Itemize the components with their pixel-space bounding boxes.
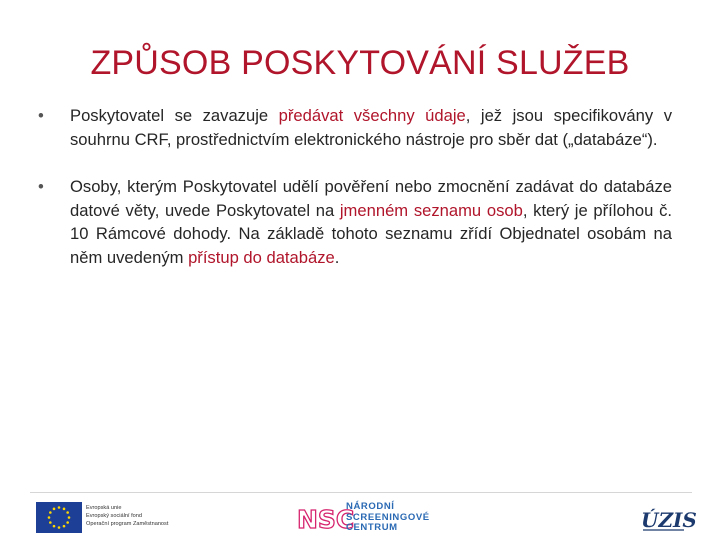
eu-star (66, 521, 69, 524)
eu-caption-line: Evropský sociální fond (86, 513, 142, 519)
bullet-text: Poskytovatel se zavazuje (70, 106, 279, 125)
eu-star (63, 508, 66, 511)
bullet-text: . (334, 247, 340, 267)
nsc-caption-line: NÁRODNÍ (346, 501, 395, 512)
bullet-text: Osoby, kterým Poskytovatel udělí pověření nebo zmocnění zadávat do databáze datové věty, uvede Poskytovatel na (70, 177, 672, 220)
eu-star (58, 506, 61, 509)
nsc-logo-icon (296, 502, 355, 534)
uzis-logo-text: ÚZIS (641, 508, 697, 532)
eu-star (49, 511, 52, 514)
bullet-item (38, 175, 672, 269)
eu-star (66, 511, 69, 514)
highlight-phrase: předávat všechny údaje (278, 106, 466, 125)
eu-star (58, 526, 61, 529)
eu-caption-line: Operační program Zaměstnanost (86, 521, 169, 527)
eu-star (53, 508, 56, 511)
eu-star (53, 525, 56, 528)
eu-star (49, 521, 52, 524)
bullet-marker: • (38, 106, 44, 125)
bullet-text: , jež jsou specifikovány v souhrnu CRF, prostřednictvím elektronického nástroje pro sběr dat („databáze“). (70, 106, 672, 149)
nsc-caption (346, 502, 430, 534)
nsc-caption-line: SCREENINGOVÉ (346, 511, 430, 523)
bullet-text: , který je přílohou č. 10 Rámcové dohody. Na základě tohoto seznamu zřídí Objednatel osobám na něm uvedeným (70, 200, 672, 267)
nsc-logo-text: NSC (297, 505, 355, 534)
highlight-phrase: jmenném seznamu osob (339, 200, 523, 220)
eu-star (48, 516, 51, 519)
eu-star (63, 525, 66, 528)
nsc-caption-line: CENTRUM (346, 522, 398, 533)
eu-star (68, 516, 71, 519)
eu-caption (86, 504, 168, 528)
footer-divider (30, 492, 692, 493)
bullet-marker: • (38, 177, 44, 196)
eu-caption-line: Evropská unie (86, 505, 122, 511)
bullet-item (38, 104, 672, 151)
eu-flag-icon (36, 502, 82, 533)
highlight-phrase: přístup do databáze (188, 247, 335, 267)
bullet-list (38, 104, 672, 269)
slide-title: ZPŮSOB POSKYTOVÁNÍ SLUŽEB (90, 44, 630, 82)
uzis-logo-icon (640, 504, 697, 532)
